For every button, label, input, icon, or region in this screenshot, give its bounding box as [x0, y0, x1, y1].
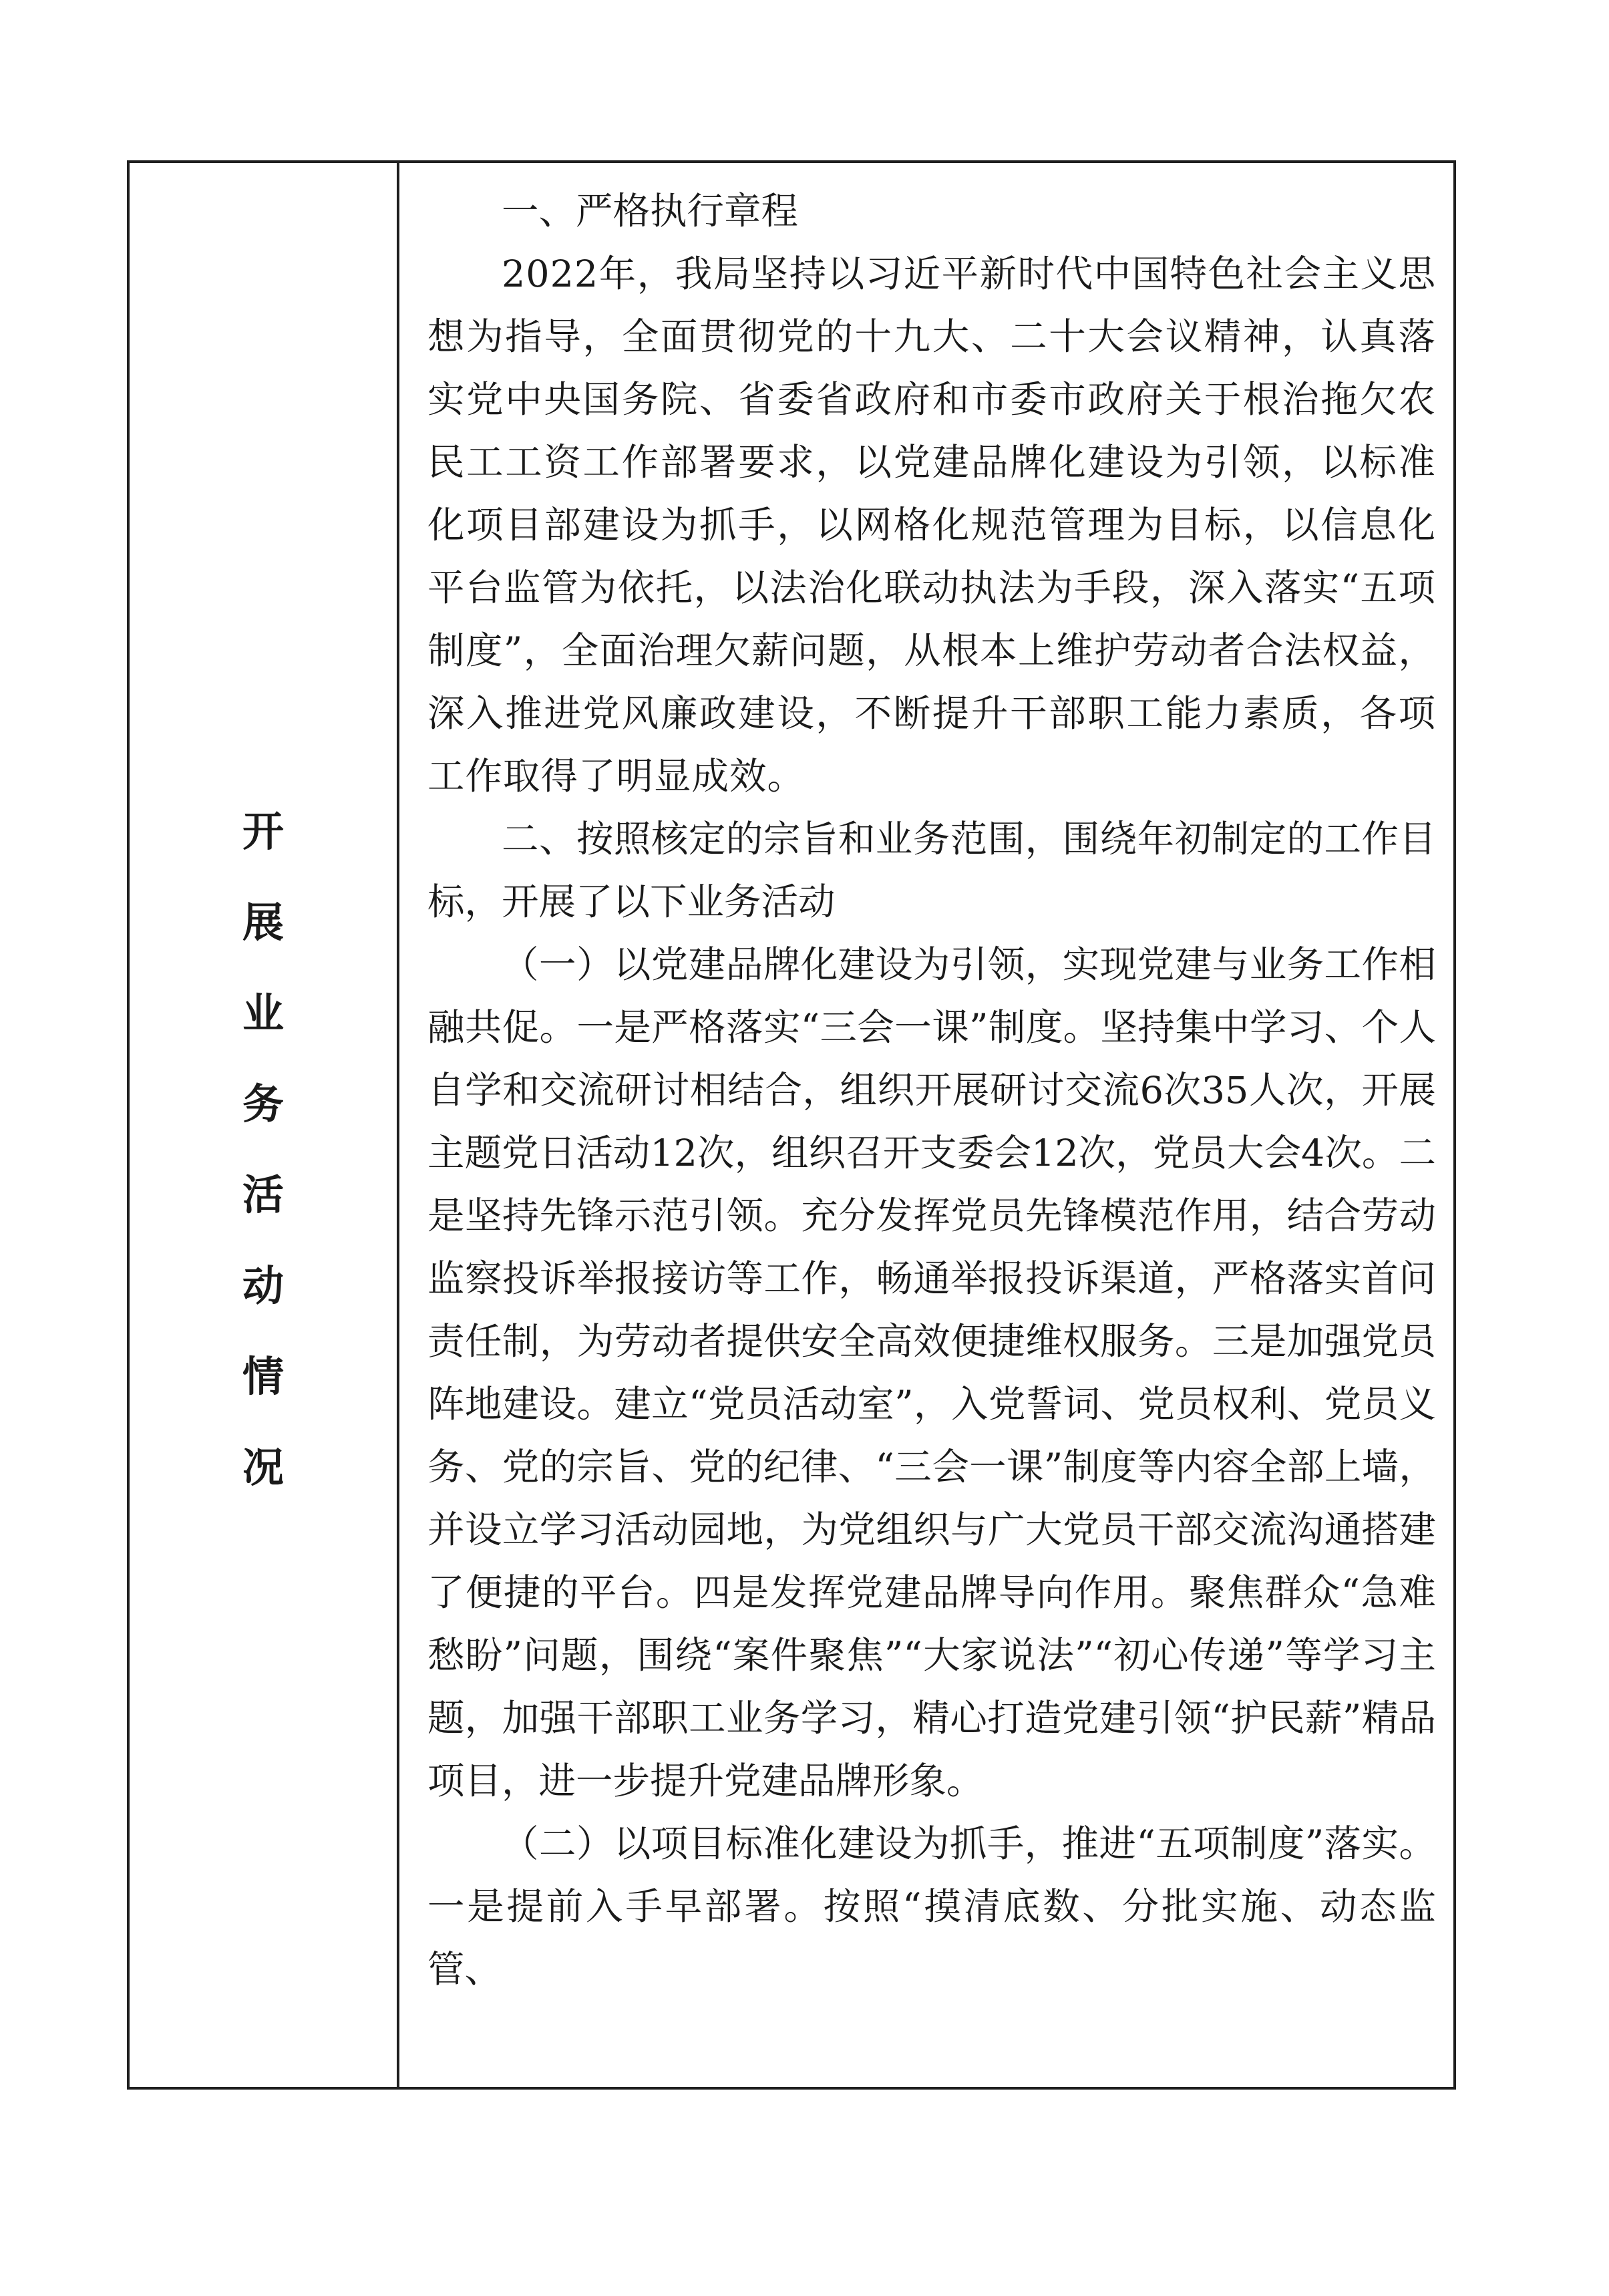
- section-label-char: 情: [242, 1352, 284, 1401]
- section-label-cell: [130, 163, 397, 2087]
- section-label-char: 活: [242, 1170, 284, 1219]
- section-label-char: 动: [242, 1261, 284, 1310]
- section-label-char: 况: [242, 1443, 284, 1492]
- paragraph-party-building: （一）以党建品牌化建设为引领，实现党建与业务工作相融共促。一是严格落实“三会一课”制度。坚持集中学习、个人自学和交流研讨相结合，组织开展研讨交流6次35人次，开展主题党日活动12次，组织召开支委会12次，党员大会4次。二是坚持先锋示范引领。充分发挥党员先锋模范作用，结合劳动监察投诉举报接访等工作，畅通举报投诉渠道，严格落实首问责任制，为劳动者提供安全高效便捷维权服务。三是加强党员阵地建设。建立“党员活动室”，入党誓词、党员权利、党员义务、党的宗旨、党的纪律、“三会一课”制度等内容全部上墙，并设立学习活动园地，为党组织与广大党员干部交流沟通搭建了便捷的平台。四是发挥党建品牌导向作用。聚焦群众“急难愁盼”问题，围绕“案件聚焦”“大家说法”“初心传递”等学习主题，加强干部职工业务学习，精心打造党建引领“护民薪”精品项目，进一步提升党建品牌形象。: [427, 943, 1436, 1803]
- paragraph-intro: 2022年，我局坚持以习近平新时代中国特色社会主义思想为指导，全面贯彻党的十九大、二十大会议精神，认真落实党中央国务院、省委省政府和市委市政府关于根治拖欠农民工工资工作部署要求，以党建品牌化建设为引领，以标准化项目部建设为抓手，以网格化规范管理为目标，以信息化平台监管为依托，以法治化联动执法为手段，深入落实“五项制度”，全面治理欠薪问题，从根本上维护劳动者合法权益，深入推进党风廉政建设，不断提升干部职工能力素质，各项工作取得了明显成效。: [427, 253, 1436, 798]
- section-label-char: 开: [242, 807, 284, 856]
- heading-two: 二、按照核定的宗旨和业务范围，围绕年初制定的工作目标，开展了以下业务活动: [427, 818, 1436, 924]
- section-label-char: 务: [242, 1080, 284, 1128]
- section-label-char: 展: [242, 898, 284, 947]
- content-cell: [427, 180, 1436, 2001]
- heading-one: 一、严格执行章程: [502, 190, 799, 233]
- section-label-char: 业: [242, 989, 284, 1037]
- paragraph-standardization: （二）以项目标准化建设为抓手，推进“五项制度”落实。一是提前入手早部署。按照“摸清底数、分批实施、动态监管、: [427, 1822, 1436, 1991]
- column-divider: [397, 160, 399, 2090]
